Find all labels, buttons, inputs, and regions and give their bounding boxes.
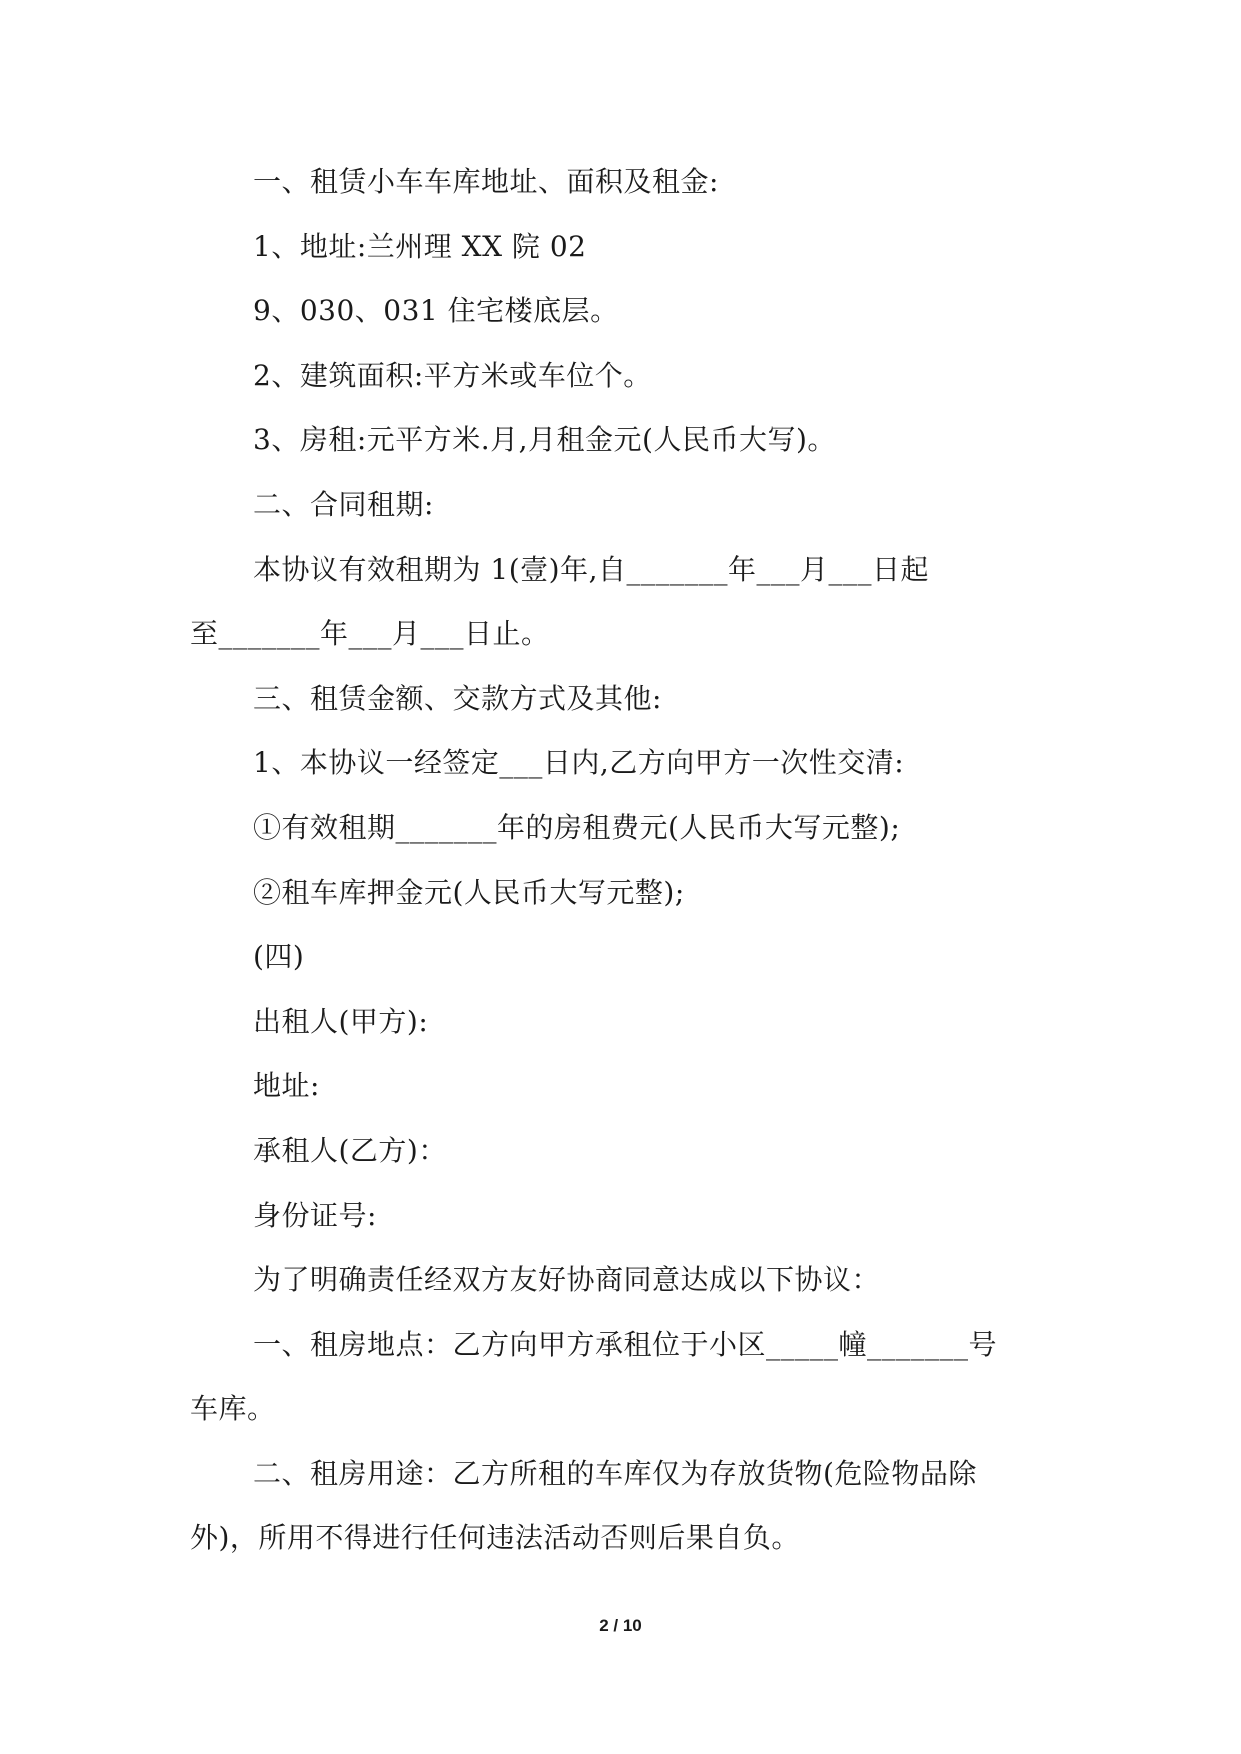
paragraph-usage: 二、租房用途：乙方所租的车库仅为存放货物(危险物品除 xyxy=(253,1456,977,1490)
page-number: 2 / 10 xyxy=(599,1616,642,1635)
paragraph-address: 1、地址:兰州理 XX 院 02 xyxy=(253,229,587,263)
paragraph-term-cont: 至_______年___月___日止。 xyxy=(190,617,550,651)
paragraph-payment: 1、本协议一经签定___日内,乙方向甲方一次性交清: xyxy=(253,746,905,780)
paragraph-address-cont: 9、030、031 住宅楼底层。 xyxy=(253,294,619,328)
paragraph-area: 2、建筑面积:平方米或车位个。 xyxy=(253,358,652,392)
paragraph-term: 本协议有效租期为 1(壹)年,自_______年___月___日起 xyxy=(253,552,929,586)
section-heading-2: 二、合同租期: xyxy=(253,487,434,521)
paragraph-agreement: 为了明确责任经双方友好协商同意达成以下协议： xyxy=(253,1263,881,1297)
section-heading-4: (四) xyxy=(253,940,305,974)
lessor-label: 出租人(甲方): xyxy=(253,1004,429,1038)
paragraph-rent: 3、房租:元平方米.月,月租金元(人民币大写)。 xyxy=(253,423,836,457)
address-label: 地址: xyxy=(253,1069,320,1103)
document-body xyxy=(190,150,1052,1571)
paragraph-location: 一、租房地点：乙方向甲方承租位于小区_____幢_______号 xyxy=(253,1327,998,1361)
id-number-label: 身份证号: xyxy=(253,1198,377,1232)
section-heading-3: 三、租赁金额、交款方式及其他: xyxy=(253,681,662,715)
paragraph-usage-cont: 外)，所用不得进行任何违法活动否则后果自负。 xyxy=(190,1521,800,1555)
paragraph-payment-item-1: ①有效租期_______年的房租费元(人民币大写元整); xyxy=(253,810,901,844)
paragraph-payment-item-2: ②租车库押金元(人民币大写元整); xyxy=(253,875,685,909)
paragraph-location-cont: 车库。 xyxy=(190,1392,276,1426)
lessee-label: 承租人(乙方)： xyxy=(253,1133,447,1167)
section-heading-1: 一、租赁小车车库地址、面积及租金: xyxy=(253,165,719,198)
